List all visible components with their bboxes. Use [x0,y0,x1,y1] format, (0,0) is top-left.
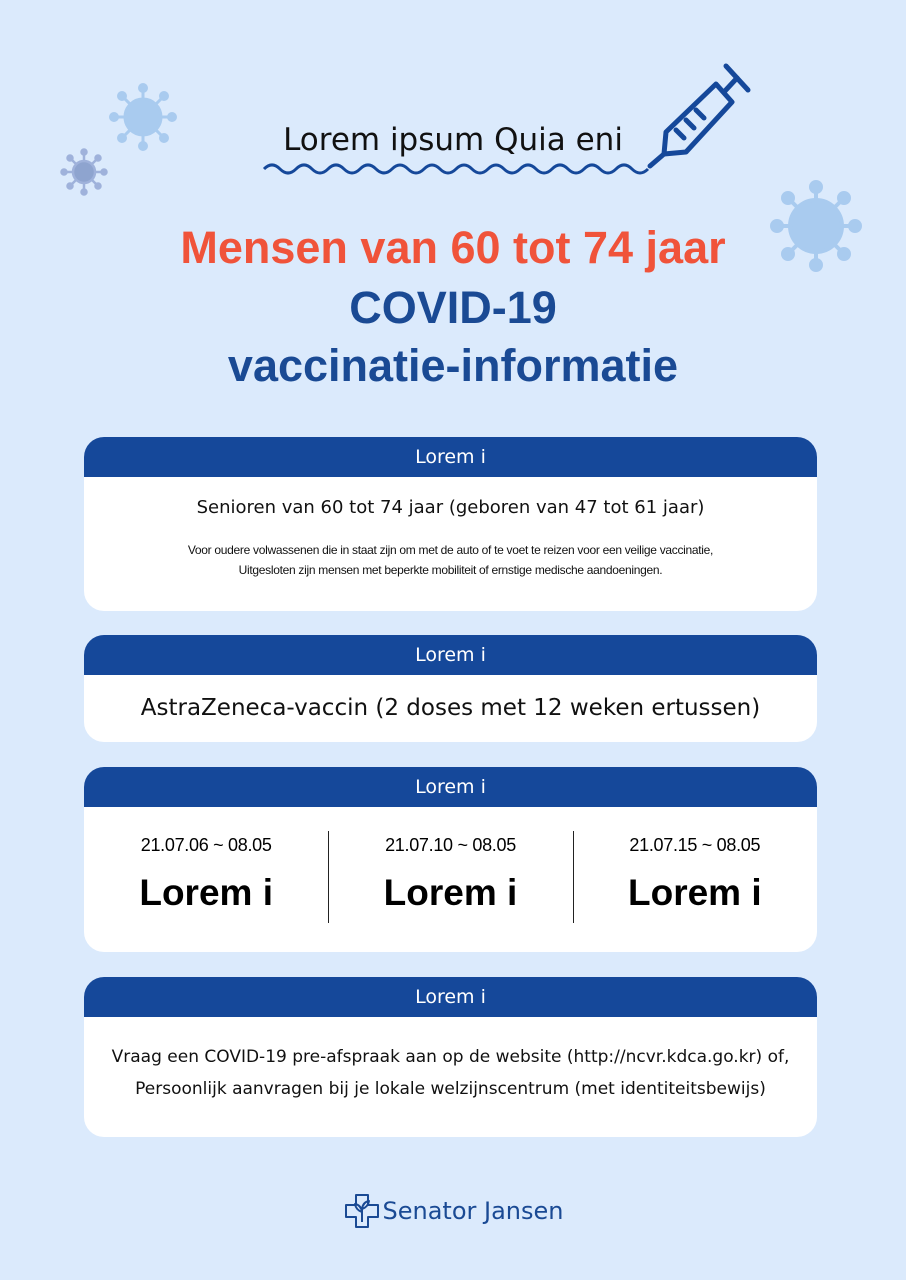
title-vaccination-info: vaccinatie-informatie [227,340,679,391]
subtitle: Lorem ipsum Quia eni [283,122,623,158]
senator-logo-icon [343,1192,381,1230]
card-registration [84,977,817,1137]
schedule-date: 21.07.06 ~ 08.05 [140,835,272,855]
card-heading: Lorem i [84,635,817,675]
target-group-text: Senioren van 60 tot 74 jaar (geboren van 47 tot 61 jaar) [196,497,705,518]
schedule-column [573,807,817,952]
registration-line: Persoonlijk aanvragen bij je lokale welzijnscentrum (met identiteitsbewijs) [135,1079,766,1099]
schedule-column [328,807,572,952]
schedule-label: Lorem i [383,872,518,913]
schedule-label: Lorem i [139,872,273,913]
title-covid: COVID-19 [349,282,557,333]
schedule-date: 21.07.15 ~ 08.05 [629,835,761,855]
card-vaccine [84,635,817,742]
footer-brand [0,1192,906,1230]
schedule-date: 21.07.10 ~ 08.05 [385,835,516,855]
card-heading: Lorem i [84,767,817,807]
title-age-range: Mensen van 60 tot 74 jaar [180,222,726,273]
card-target-group [84,437,817,611]
schedule-column [84,807,328,952]
vaccine-text: AstraZeneca-vaccin (2 doses met 12 weken ertussen) [140,695,761,721]
registration-line: Vraag een COVID-19 pre-afspraak aan op de website (http://ncvr.kdca.go.kr) of, [111,1047,790,1067]
target-note-line: Voor oudere volwassenen die in staat zijn om met de auto of te voet te reizen voor een veilige vaccinatie, [187,543,714,557]
card-heading: Lorem i [84,977,817,1017]
brand-name: Senator Jansen [382,1197,564,1225]
wave-divider [262,158,652,180]
schedule-label: Lorem i [628,872,762,913]
target-note-line: Uitgesloten zijn mensen met beperkte mobiliteit of ernstige medische aandoeningen. [238,563,663,577]
card-schedule [84,767,817,952]
card-heading: Lorem i [84,437,817,477]
